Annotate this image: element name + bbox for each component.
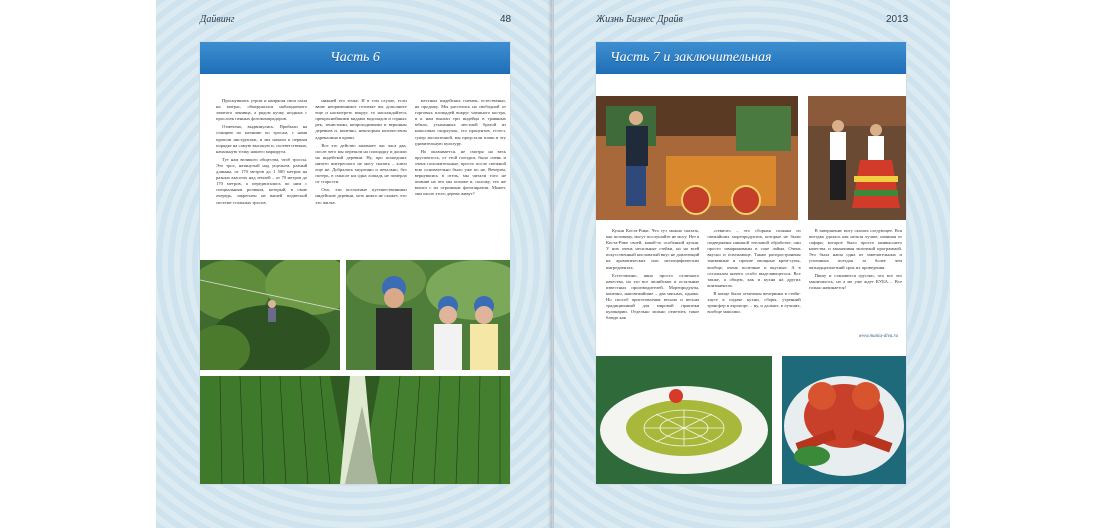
paragraph: Проснувшись утром и напрягая свои глаза на матрас, обнаружился наблюдаемого зачатого ленивца, а рядом кучку ягодных с прослоек пенных фотокомпрадоров. (216, 98, 308, 122)
right-column-1 (606, 228, 699, 352)
right-page (554, 0, 950, 528)
left-column-1 (216, 98, 307, 250)
paragraph: «севиче» – это сборная солянка из свежайших морепродуктов, которые не были подвержены никакой тепловой обработке, они просто замаринованы в соке лайма. Очень вкусно и освежающе. Также распространены тыквенные и прочие овощные крем-супы, вообще, очень полезные и вкусные. А в остальном ничего особо выделяющегося. Все также, а общем, как и кухня на других континентах. (707, 228, 801, 288)
right-content-panel (596, 42, 906, 484)
left-page-number: 48 (500, 14, 512, 25)
left-column-2 (315, 98, 406, 250)
right-text-columns (606, 228, 902, 352)
right-section-banner (596, 42, 906, 74)
zipline-photo (200, 260, 340, 370)
restaurant-photo (596, 96, 798, 220)
paragraph: Пишу и становится грустно, что все это закончилось, но а ме уже ждет КУБА… Все только начинается! (808, 272, 902, 290)
left-running-title: Дайвинг (200, 14, 235, 25)
right-running-title: Жизнь Бизнес Драйв (596, 14, 683, 25)
left-column-3 (415, 98, 506, 250)
right-page-number: 2013 (886, 14, 909, 25)
left-page (156, 0, 552, 528)
soup-photo (596, 356, 772, 484)
website-link[interactable]: www.mania-diva.ru (858, 334, 898, 339)
dancers-photo (808, 96, 906, 220)
paragraph: Отмечено, выдвинулись. Прибыли на станцию по катанию по тросам, с нами прошли инструктаж, и мы начали к первым порядке на самую высокую и, соответственно, начальную точку нашего маршрута. (216, 124, 308, 154)
paragraph: Кухня Коста-Рики. Что тут можно сказать, как половину, могут послушайте не могу. Нет в Коста-Рике своей, какой-то особенной кухни. У них очень несильные стейки, но на всей искусственный кисловатый вкус не довлеющий на ароматических или неспецифических ингредиентах. (606, 228, 700, 270)
paragraph: Тут нам великого общества, чтоб троссы. Это трос, натянутый над ущельем, разный длинны, от 170 метров до 1 500 метров на разных высотах над землей – от 70 метров до 170 метров, а передвигались по ним с специальным роликом, который, в свою очередь, закреплен на вашей подвесной системе стальных тросов. (216, 156, 308, 205)
crab-photo (782, 356, 906, 484)
right-column-2 (707, 228, 800, 352)
right-section-title: Часть 7 и заключительная (610, 50, 772, 65)
paragraph: Но оказывается, не смотря на весь пруспектось, от этой поездки, было очень и очень положительные, просто после смежной всю основательно было уже по не. Вечером, вернувшись в отель, мы читали того не помнив на что мы похоже и, положу, тех же вошел с их огромным фотопиратом. Может, они около этого дерева живут? (414, 148, 506, 197)
paragraph: Ооо, эти восхитные путешественники индейские деревни, хоть никто не скажет, что это жилье. (315, 187, 407, 205)
paragraph: В конце были отмечены вечеринка в стейк-хаусе в подаче кухни, сборы, утренний трансфер в аэропорт… ну, и дальше, в лучших, вообще максимо. (707, 290, 801, 315)
paragraph: В завершение могу сказать следующее. Вся поездка удалась как нельзя лучше, начиная от сафари, которое было просто наивысшего качества, и заканчивая экзотикой программой. Это была наша одна из замечательных и успешных поездок за более чем пятнадцатилетний срок их проведения. (808, 228, 902, 270)
left-content-panel (200, 42, 510, 484)
hanging-bridge-photo (200, 376, 510, 484)
left-section-banner (200, 42, 510, 74)
helmet-group-photo (346, 260, 510, 370)
paragraph: нижней его точке. И в том случае, если ваше неприменимое готовьте вы дополните еще и насмотреть вокруг, то наслаждайтесь прекраснейшими видами водопадов и горных рек, тенистыми, непроходимыми и вершины деревьев и, конечно, некоторым количеством адреналина в крови. (315, 98, 407, 140)
paragraph: Все это действо занимает час часа два, после чего мы перешли на площадку и дошли на индейской деревни. Ну, про пошедших ничего интересного не могу сказать – ключ еще не. Добрались медленно и печально, без потерь, в смысле ни одна лошадь не померла от старости. (315, 142, 407, 185)
paragraph: местных индейских племен, естественно, на продажу. Мы расселись на свободной от торговых площадей вокруг чаешного костра, и к нам вышли три индейца в травяных юбках, усыпанных местной брагой из кокосовых скорлупок, сто процентов, естест, супер экологичной, мы предстали плиш в эту удивительную культуру. (414, 98, 506, 146)
paragraph: Естественно, явно просто отличного качества, но это все чилийские и остальные известных производителей. Морепродукты, конечно, наисвежайшие – два мясных, однако. Но способ приготовления весьма и весьма традиционный для мировой практики кулинарии. Отдельно можно отметить такое блюдо как (606, 272, 700, 321)
magazine-spread (156, 0, 950, 528)
left-text-columns (216, 98, 506, 250)
left-section-title: Часть 6 (330, 50, 380, 65)
